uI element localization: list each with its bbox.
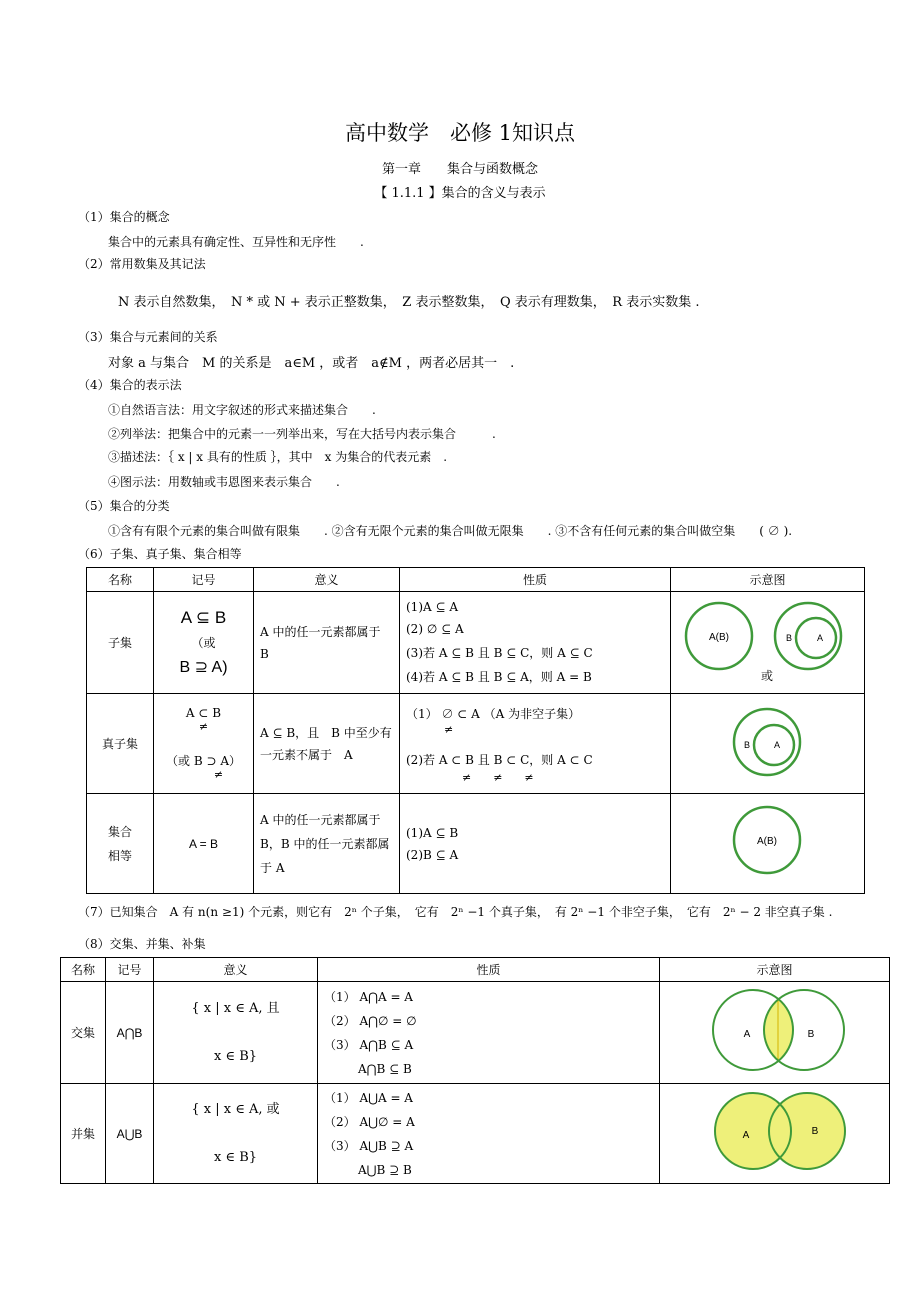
s3-line: 对象 a 与集合 M 的关系是 a∈M ，或者 a∉M ，两者必居其一 .	[108, 356, 515, 371]
property: (3)若 A ⊆ B 且 B ⊆ C，则 A ⊆ C	[406, 645, 593, 660]
label-b: B	[743, 740, 751, 750]
property: (1)A ⊆ A	[406, 599, 459, 614]
s2-line: N 表示自然数集， N * 或 N + 表示正整数集， Z 表示整数集， Q 表示有理数集， R 表示实数集 .	[118, 295, 700, 310]
label-a: A	[816, 633, 824, 643]
header-properties: 性质	[400, 568, 671, 592]
s2-heading: （2）常用数集及其记法	[78, 257, 206, 271]
label-b: B	[785, 633, 793, 643]
property: （1） A⋃A = A	[324, 1090, 413, 1105]
label-a: A	[773, 740, 781, 750]
s8-heading: （8）交集、并集、补集	[78, 937, 206, 951]
s4-item: ④图示法：用数轴或韦恩图来表示集合 .	[108, 475, 340, 489]
property: （1） ∅ ⊂ A （A 为非空子集）	[406, 706, 581, 721]
intersection-venn	[660, 982, 890, 1080]
property: (4)若 A ⊆ B 且 B ⊆ A，则 A = B	[406, 669, 592, 684]
header-notation: 记号	[106, 958, 154, 982]
row-union-name: 并集	[61, 1084, 106, 1184]
row-equal-diagram	[671, 794, 865, 894]
row-union-notation: A⋃B	[106, 1084, 154, 1184]
property: A⋃B ⊇ B	[358, 1162, 412, 1177]
row-subset-props	[400, 592, 671, 694]
s1-text: 集合中的元素具有确定性、互异性和无序性 .	[108, 235, 364, 249]
not-equal-mark: ≠	[198, 719, 209, 733]
property: (1)A ⊆ B	[406, 825, 459, 840]
row-union-props	[318, 1084, 660, 1184]
row-subset-notation	[154, 592, 254, 694]
notation-alt: （或 B ⊃ A）	[166, 753, 241, 768]
label-or: 或	[760, 669, 774, 683]
row-union-meaning: { x | x ∈ A, 或 x ∈ B}	[154, 1084, 318, 1184]
s4-item: ③描述法：｛ x | x 具有的性质 ｝，其中 x 为集合的代表元素 .	[108, 450, 448, 464]
chapter-title: 第一章 集合与函数概念	[381, 162, 538, 177]
proper-venn	[671, 694, 865, 790]
not-equal-mark: ≠ ≠ ≠	[462, 770, 534, 784]
header-meaning: 意义	[254, 568, 400, 592]
row-intersection-meaning: { x | x ∈ A, 且 x ∈ B}	[154, 982, 318, 1084]
subset-table	[86, 567, 865, 894]
s4-item: ②列举法：把集合中的元素一一列举出来，写在大括号内表示集合 .	[108, 427, 496, 441]
subset-venn	[671, 592, 865, 690]
row-proper-meaning: A ⊆ B，且 B 中至少有一元素不属于 A	[254, 694, 400, 794]
property: (2)若 A ⊂ B 且 B ⊂ C，则 A ⊂ C	[406, 752, 593, 767]
label-ab: A(B)	[757, 836, 777, 847]
s4-heading: （4）集合的表示法	[78, 378, 182, 392]
row-proper-diagram	[671, 694, 865, 794]
row-subset-meaning: A 中的任一元素都属于 B	[254, 592, 400, 694]
label-a: A	[743, 1029, 751, 1040]
notation-main: A ⊆ B	[180, 608, 227, 627]
row-subset-name: 子集	[87, 592, 154, 694]
row-intersection-name: 交集	[61, 982, 106, 1084]
notation-or: （或	[191, 636, 216, 650]
header-diagram: 示意图	[660, 958, 890, 982]
s4-item: ①自然语言法：用文字叙述的形式来描述集合 .	[108, 403, 376, 417]
property: （3） A⋃B ⊇ A	[324, 1138, 414, 1153]
header-meaning: 意义	[154, 958, 318, 982]
header-diagram: 示意图	[671, 568, 865, 592]
property: (2)B ⊆ A	[406, 847, 459, 862]
label-b: B	[811, 1126, 819, 1137]
set-ops-table	[60, 957, 890, 1184]
property: （2） A⋂∅ = ∅	[324, 1013, 417, 1028]
s7-line: （7）已知集合 A 有 n(n ≥1) 个元素，则它有 2ⁿ 个子集， 它有 2ⁿ −1 个真子集， 有 2ⁿ −1 个非空子集， 它有 2ⁿ − 2 非空真子集 .	[78, 905, 833, 919]
s6-heading: （6）子集、真子集、集合相等	[78, 547, 242, 561]
row-intersection-diagram	[660, 982, 890, 1084]
s1-heading: （1）集合的概念	[78, 210, 170, 224]
row-equal-notation: A = B	[154, 794, 254, 894]
label-ab: A(B)	[709, 632, 729, 643]
notation-main: A ⊂ B	[185, 705, 222, 720]
property: （2） A⋃∅ = A	[324, 1114, 415, 1129]
label-a: A	[742, 1130, 750, 1141]
s3-heading: （3）集合与元素间的关系	[78, 330, 218, 344]
header-name: 名称	[61, 958, 106, 982]
not-equal-mark: ≠	[444, 722, 454, 736]
label-b: B	[807, 1029, 815, 1040]
notation-alt: B ⊇ A)	[179, 659, 228, 676]
header-notation: 记号	[154, 568, 254, 592]
header-name: 名称	[87, 568, 154, 592]
row-proper-props	[400, 694, 671, 794]
s5-line: ①含有有限个元素的集合叫做有限集 . ②含有无限个元素的集合叫做无限集 . ③不含有任何元素的集合叫做空集 ( ∅ ).	[108, 524, 793, 538]
outer-circle-b	[775, 603, 841, 669]
s5-heading: （5）集合的分类	[78, 499, 170, 513]
property: （3） A⋂B ⊆ A	[324, 1037, 414, 1052]
property: (2) ∅ ⊆ A	[406, 621, 464, 636]
union-venn	[660, 1084, 890, 1180]
row-subset-diagram	[671, 592, 865, 694]
row-proper-name: 真子集	[87, 694, 154, 794]
row-proper-notation	[154, 694, 254, 794]
not-equal-mark: ≠	[213, 767, 224, 781]
row-union-diagram	[660, 1084, 890, 1184]
row-intersection-notation: A⋂B	[106, 982, 154, 1084]
row-equal-name: 集合 相等	[87, 794, 154, 894]
property: A⋂B ⊆ B	[358, 1061, 412, 1076]
section-title: 【 1.1.1 】集合的含义与表示	[374, 186, 546, 201]
equal-venn	[671, 794, 865, 890]
row-equal-meaning: A 中的任一元素都属于 B，B 中的任一元素都属于 A	[254, 794, 400, 894]
page-title: 高中数学 必修 1知识点	[344, 121, 576, 145]
header-properties: 性质	[318, 958, 660, 982]
property: （1） A⋂A = A	[324, 989, 413, 1004]
row-equal-props	[400, 794, 671, 894]
row-intersection-props	[318, 982, 660, 1084]
